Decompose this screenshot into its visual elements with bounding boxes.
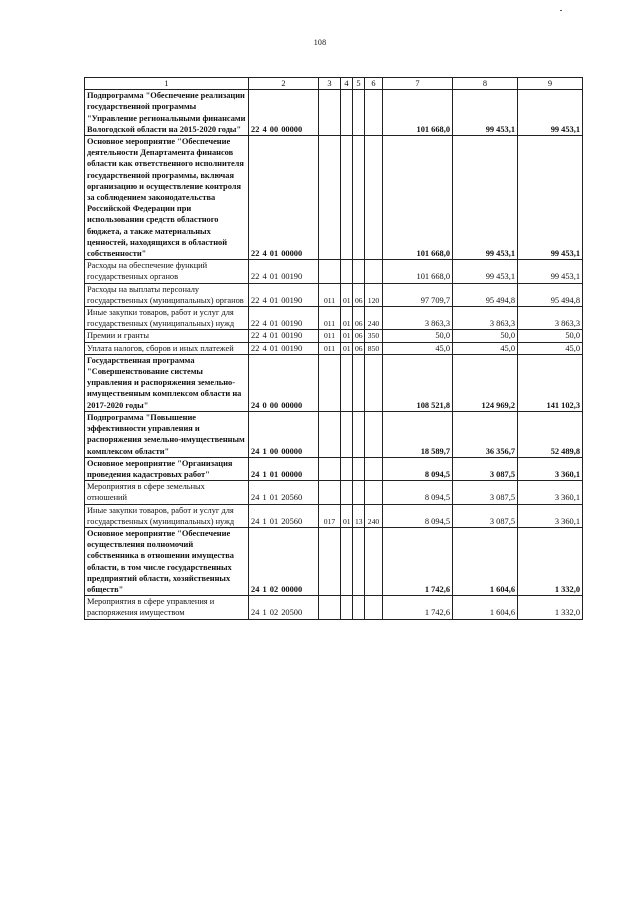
row-amount-col8: 95 494,8 xyxy=(453,283,518,306)
table-row xyxy=(85,527,583,595)
row-amount-col9: 99 453,1 xyxy=(518,136,583,260)
row-code-cell: 24 0 00 00000 xyxy=(249,354,319,411)
row-subsection-cell: 06 xyxy=(353,283,365,306)
row-expense-type-cell: 850 xyxy=(365,342,383,354)
row-expense-type-cell xyxy=(365,457,383,480)
row-expense-type-cell xyxy=(365,481,383,504)
table-row xyxy=(85,342,583,354)
row-code-cell: 22 4 01 00000 xyxy=(249,136,319,260)
row-expense-type-cell: 240 xyxy=(365,307,383,330)
row-amount-col9: 1 332,0 xyxy=(518,527,583,595)
row-code-cell: 22 4 01 00190 xyxy=(249,307,319,330)
row-section-cell xyxy=(341,457,353,480)
row-ministry-cell xyxy=(319,411,341,457)
row-ministry-cell: 011 xyxy=(319,330,341,342)
row-name-cell: Подпрограмма "Обеспечение реализации государственной программы "Управление региональными финансами Вологодской области на 2015-2020 годы" xyxy=(85,90,249,136)
row-code-cell: 22 4 01 00190 xyxy=(249,342,319,354)
row-section-cell: 01 xyxy=(341,283,353,306)
row-amount-col9: 99 453,1 xyxy=(518,260,583,283)
row-subsection-cell xyxy=(353,481,365,504)
row-amount-col8: 3 863,3 xyxy=(453,307,518,330)
scan-mark xyxy=(560,10,562,11)
row-name-cell: Иные закупки товаров, работ и услуг для государственных (муниципальных) нужд xyxy=(85,307,249,330)
row-code-cell: 22 4 01 00190 xyxy=(249,283,319,306)
row-subsection-cell: 06 xyxy=(353,307,365,330)
row-amount-col8: 99 453,1 xyxy=(453,136,518,260)
row-section-cell: 01 xyxy=(341,342,353,354)
row-subsection-cell: 13 xyxy=(353,504,365,527)
row-name-cell: Основное мероприятие "Организация проведения кадастровых работ" xyxy=(85,457,249,480)
row-name-cell: Уплата налогов, сборов и иных платежей xyxy=(85,342,249,354)
row-expense-type-cell xyxy=(365,90,383,136)
table-row xyxy=(85,504,583,527)
table-row xyxy=(85,260,583,283)
table-row xyxy=(85,457,583,480)
row-name-cell: Основное мероприятие "Обеспечение осуществления полномочий собственника в отношении имущества области, в том числе государственных предприятий области, хозяйственных обществ" xyxy=(85,527,249,595)
table-row xyxy=(85,330,583,342)
row-subsection-cell xyxy=(353,260,365,283)
row-amount-col7: 101 668,0 xyxy=(383,136,453,260)
row-amount-col8: 3 087,5 xyxy=(453,481,518,504)
row-amount-col7: 8 094,5 xyxy=(383,457,453,480)
row-ministry-cell: 011 xyxy=(319,307,341,330)
row-name-cell: Расходы на выплаты персоналу государственных (муниципальных) органов xyxy=(85,283,249,306)
row-amount-col7: 18 589,7 xyxy=(383,411,453,457)
row-ministry-cell: 011 xyxy=(319,342,341,354)
header-cell: 5 xyxy=(353,78,365,90)
row-expense-type-cell xyxy=(365,260,383,283)
row-amount-col8: 3 087,5 xyxy=(453,504,518,527)
row-section-cell xyxy=(341,411,353,457)
row-section-cell: 01 xyxy=(341,330,353,342)
row-ministry-cell xyxy=(319,457,341,480)
row-subsection-cell xyxy=(353,596,365,619)
table-header-row xyxy=(85,78,583,90)
row-amount-col9: 52 489,8 xyxy=(518,411,583,457)
row-expense-type-cell xyxy=(365,527,383,595)
row-name-cell: Мероприятия в сфере управления и распоряжения имуществом xyxy=(85,596,249,619)
row-expense-type-cell: 240 xyxy=(365,504,383,527)
row-code-cell: 24 1 01 00000 xyxy=(249,457,319,480)
row-section-cell xyxy=(341,260,353,283)
row-code-cell: 24 1 02 20500 xyxy=(249,596,319,619)
row-subsection-cell: 06 xyxy=(353,342,365,354)
row-code-cell: 22 4 01 00190 xyxy=(249,260,319,283)
row-name-cell: Основное мероприятие "Обеспечение деятельности Департамента финансов области как ответственного исполнителя государственной программы, включая организацию и осуществление контроля за соблюдением законодательства Российской Федерации при использовании средств областного бюджета, а также материальных ценностей, находящихся в областной собственности" xyxy=(85,136,249,260)
row-amount-col7: 1 742,6 xyxy=(383,527,453,595)
row-section-cell xyxy=(341,90,353,136)
table-row xyxy=(85,596,583,619)
row-section-cell xyxy=(341,481,353,504)
row-amount-col9: 141 102,3 xyxy=(518,354,583,411)
row-amount-col8: 99 453,1 xyxy=(453,90,518,136)
row-ministry-cell xyxy=(319,527,341,595)
row-code-cell: 24 1 02 00000 xyxy=(249,527,319,595)
table-row xyxy=(85,481,583,504)
row-expense-type-cell xyxy=(365,354,383,411)
row-name-cell: Государственная программа "Совершенствование системы управления и распоряжения земельно-имущественным комплексом области на 2017-2020 годы" xyxy=(85,354,249,411)
row-name-cell: Расходы на обеспечение функций государственных органов xyxy=(85,260,249,283)
header-cell: 7 xyxy=(383,78,453,90)
row-ministry-cell xyxy=(319,136,341,260)
header-cell: 1 xyxy=(85,78,249,90)
row-name-cell: Иные закупки товаров, работ и услуг для государственных (муниципальных) нужд xyxy=(85,504,249,527)
row-subsection-cell: 06 xyxy=(353,330,365,342)
row-amount-col7: 101 668,0 xyxy=(383,260,453,283)
row-ministry-cell: 017 xyxy=(319,504,341,527)
row-amount-col9: 50,0 xyxy=(518,330,583,342)
row-code-cell: 22 4 00 00000 xyxy=(249,90,319,136)
row-expense-type-cell xyxy=(365,596,383,619)
row-amount-col8: 45,0 xyxy=(453,342,518,354)
row-code-cell: 24 1 01 20560 xyxy=(249,481,319,504)
row-amount-col7: 3 863,3 xyxy=(383,307,453,330)
row-expense-type-cell: 350 xyxy=(365,330,383,342)
row-expense-type-cell xyxy=(365,411,383,457)
row-section-cell xyxy=(341,354,353,411)
row-amount-col9: 95 494,8 xyxy=(518,283,583,306)
row-amount-col9: 3 360,1 xyxy=(518,504,583,527)
table-row xyxy=(85,354,583,411)
row-name-cell: Подпрограмма "Повышение эффективности управления и распоряжения земельно-имущественным комплексом области" xyxy=(85,411,249,457)
row-code-cell: 22 4 01 00190 xyxy=(249,330,319,342)
row-subsection-cell xyxy=(353,354,365,411)
row-amount-col7: 97 709,7 xyxy=(383,283,453,306)
row-amount-col7: 50,0 xyxy=(383,330,453,342)
row-amount-col8: 1 604,6 xyxy=(453,596,518,619)
table-row xyxy=(85,283,583,306)
row-amount-col7: 1 742,6 xyxy=(383,596,453,619)
header-cell: 8 xyxy=(453,78,518,90)
row-amount-col9: 3 360,1 xyxy=(518,457,583,480)
row-amount-col8: 50,0 xyxy=(453,330,518,342)
row-subsection-cell xyxy=(353,527,365,595)
row-ministry-cell xyxy=(319,596,341,619)
row-amount-col9: 99 453,1 xyxy=(518,90,583,136)
row-section-cell xyxy=(341,136,353,260)
row-amount-col7: 8 094,5 xyxy=(383,504,453,527)
header-cell: 3 xyxy=(319,78,341,90)
row-amount-col7: 45,0 xyxy=(383,342,453,354)
row-subsection-cell xyxy=(353,411,365,457)
table-row xyxy=(85,136,583,260)
row-amount-col8: 99 453,1 xyxy=(453,260,518,283)
row-ministry-cell xyxy=(319,260,341,283)
row-amount-col8: 124 969,2 xyxy=(453,354,518,411)
row-ministry-cell xyxy=(319,354,341,411)
table-row xyxy=(85,411,583,457)
row-subsection-cell xyxy=(353,90,365,136)
page-number: 108 xyxy=(313,38,327,47)
row-amount-col9: 1 332,0 xyxy=(518,596,583,619)
table-row xyxy=(85,90,583,136)
row-code-cell: 24 1 01 20560 xyxy=(249,504,319,527)
row-section-cell xyxy=(341,527,353,595)
row-section-cell xyxy=(341,596,353,619)
row-amount-col9: 45,0 xyxy=(518,342,583,354)
row-subsection-cell xyxy=(353,457,365,480)
header-cell: 2 xyxy=(249,78,319,90)
row-ministry-cell xyxy=(319,481,341,504)
row-expense-type-cell xyxy=(365,136,383,260)
row-expense-type-cell: 120 xyxy=(365,283,383,306)
row-amount-col7: 8 094,5 xyxy=(383,481,453,504)
row-amount-col9: 3 863,3 xyxy=(518,307,583,330)
table-row xyxy=(85,307,583,330)
row-name-cell: Премии и гранты xyxy=(85,330,249,342)
header-cell: 9 xyxy=(518,78,583,90)
row-ministry-cell xyxy=(319,90,341,136)
row-amount-col9: 3 360,1 xyxy=(518,481,583,504)
budget-table xyxy=(84,77,583,620)
header-cell: 6 xyxy=(365,78,383,90)
row-ministry-cell: 011 xyxy=(319,283,341,306)
row-amount-col7: 101 668,0 xyxy=(383,90,453,136)
row-name-cell: Мероприятия в сфере земельных отношений xyxy=(85,481,249,504)
row-amount-col8: 3 087,5 xyxy=(453,457,518,480)
row-amount-col7: 108 521,8 xyxy=(383,354,453,411)
row-code-cell: 24 1 00 00000 xyxy=(249,411,319,457)
header-cell: 4 xyxy=(341,78,353,90)
row-amount-col8: 1 604,6 xyxy=(453,527,518,595)
row-section-cell: 01 xyxy=(341,307,353,330)
row-subsection-cell xyxy=(353,136,365,260)
row-section-cell: 01 xyxy=(341,504,353,527)
row-amount-col8: 36 356,7 xyxy=(453,411,518,457)
